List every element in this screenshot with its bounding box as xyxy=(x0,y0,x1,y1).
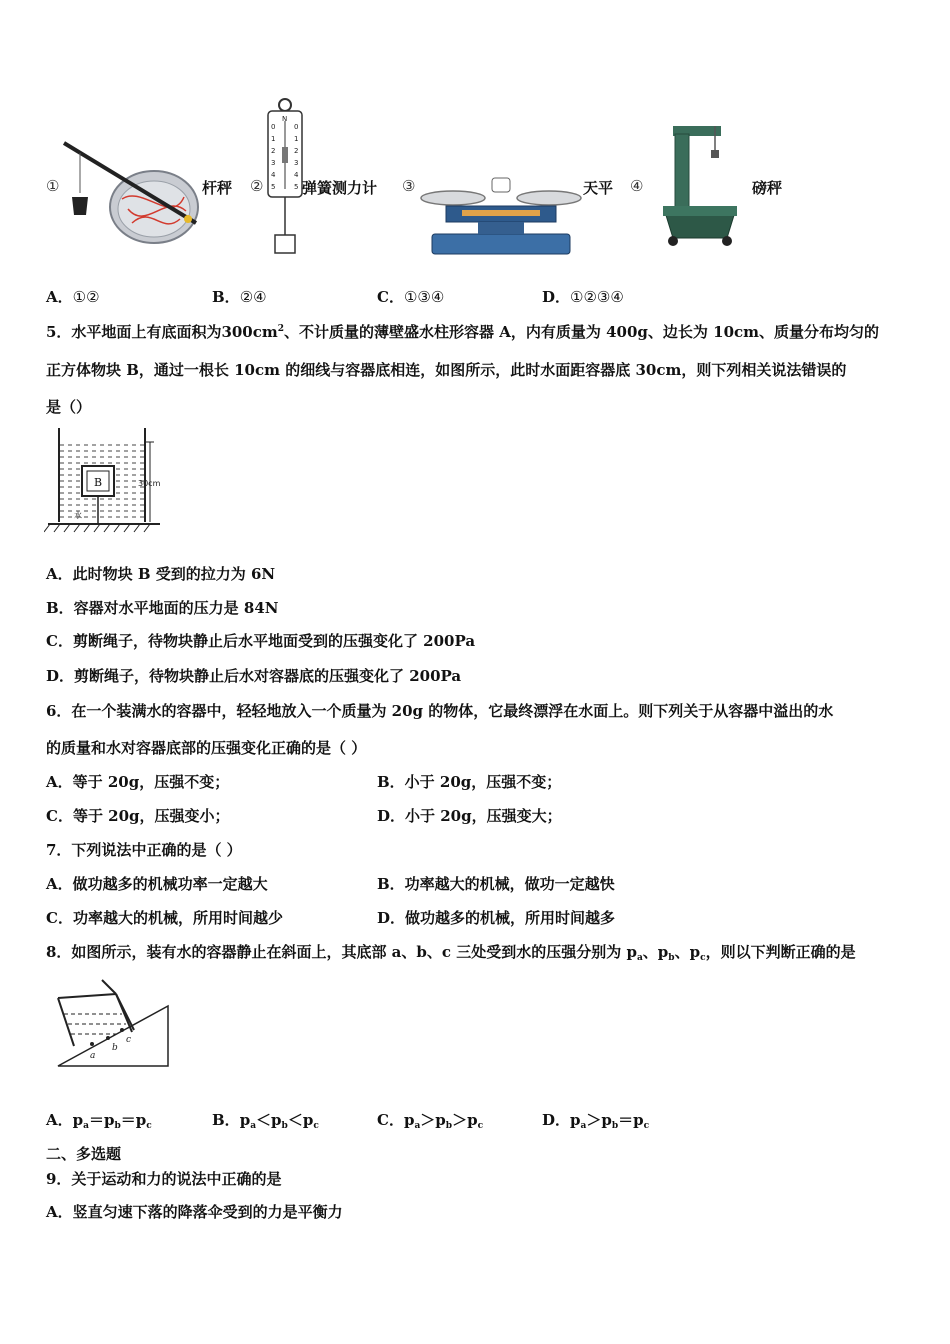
tick-right-1: 1 xyxy=(294,135,299,143)
tick-right-2: 2 xyxy=(294,147,299,155)
q4-option-b[interactable]: B．②④ xyxy=(212,288,267,306)
q9-stem: 9．关于运动和力的说法中正确的是 xyxy=(46,1170,282,1188)
figure-mark-1: ① xyxy=(46,177,60,195)
steelyard-image xyxy=(62,135,202,255)
spring-scale-unit: N xyxy=(282,115,288,123)
figure-label-spring-scale: 弹簧测力计 xyxy=(302,179,378,197)
q8-option-b[interactable]: B．$p_a<p_b<p_c$ xyxy=(212,1111,319,1131)
tick-right-5: 5 xyxy=(294,183,299,191)
tick-right-4: 4 xyxy=(294,171,299,179)
q4-option-d[interactable]: D．①②③④ xyxy=(542,288,624,306)
tick-left-5: 5 xyxy=(271,183,276,191)
q5-block-label: B xyxy=(94,476,103,489)
q4-option-a[interactable]: A．①② xyxy=(46,288,100,306)
q7-option-d[interactable]: D．做功越多的机械，所用时间越多 xyxy=(377,909,616,927)
tick-left-0: 0 xyxy=(271,123,276,131)
tick-left-4: 4 xyxy=(271,171,276,179)
q8-option-c[interactable]: C．$p_a>p_b>p_c$ xyxy=(377,1111,484,1131)
q4-option-c[interactable]: C．①③④ xyxy=(377,288,445,306)
figure-mark-2: ② xyxy=(250,177,264,195)
balance-image xyxy=(418,172,584,258)
figure-label-steelyard: 杆秤 xyxy=(202,179,233,197)
tick-left-3: 3 xyxy=(271,159,276,167)
q5-option-c[interactable]: C．剪断绳子，待物块静止后水平地面受到的压强变化了 200Pa xyxy=(46,632,476,650)
q5-container-figure xyxy=(44,424,176,536)
q8-option-d[interactable]: D．$p_a>p_b=p_c$ xyxy=(542,1111,650,1131)
q8-point-a-label: a xyxy=(90,1051,96,1061)
q8-option-a[interactable]: A．$p_a=p_b=p_c$ xyxy=(46,1111,152,1131)
figure-label-balance: 天平 xyxy=(583,179,614,197)
q8-point-b-label: b xyxy=(112,1043,118,1053)
q6-option-b[interactable]: B．小于 20g，压强不变； xyxy=(377,773,562,791)
q6-stem-line-2: 的质量和水对容器底部的压强变化正确的是（ ） xyxy=(46,739,367,757)
q7-option-a[interactable]: A．做功越多的机械功率一定越大 xyxy=(46,875,268,893)
q6-stem-line-1: 6．在一个装满水的容器中，轻轻地放入一个质量为 20g 的物体，它最终漂浮在水面上。则下列关于从容器中溢出的水 xyxy=(46,702,834,720)
tick-left-1: 1 xyxy=(271,135,276,143)
q7-option-c[interactable]: C．功率越大的机械，所用时间越少 xyxy=(46,909,283,927)
tick-right-3: 3 xyxy=(294,159,299,167)
q5-option-d[interactable]: D．剪断绳子，待物块静止后水对容器底的压强变化了 200Pa xyxy=(46,667,462,685)
platform-scale-image xyxy=(657,120,741,252)
q6-option-c[interactable]: C．等于 20g，压强变小； xyxy=(46,807,230,825)
tick-right-0: 0 xyxy=(294,123,299,131)
spring-scale-image xyxy=(263,97,307,257)
q8-incline-figure xyxy=(56,976,172,1070)
q7-stem: 7．下列说法中正确的是（ ） xyxy=(46,841,242,859)
tick-left-2: 2 xyxy=(271,147,276,155)
q5-stem-line-2: 正方体物块 B，通过一根长 10cm 的细线与容器底相连，如图所示，此时水面距容器底 30cm，则下列相关说法错误的 xyxy=(46,361,847,379)
q8-stem: 8．如图所示，装有水的容器静止在斜面上，其底部 a、b、c 三处受到水的压强分别为 $p_a$、$p_b$、$p_c$，则以下判断正确的是 xyxy=(46,943,856,963)
q5-height-label: 30cm xyxy=(138,479,161,488)
q5-stem-line-3: 是（） xyxy=(46,398,92,416)
figure-mark-4: ④ xyxy=(630,177,644,195)
q9-option-a[interactable]: A．竖直匀速下落的降落伞受到的力是平衡力 xyxy=(46,1203,343,1221)
q7-option-b[interactable]: B．功率越大的机械，做功一定越快 xyxy=(377,875,615,893)
q5-stem-line-1: 5．水平地面上有底面积为$300cm^2$、不计质量的薄壁盛水柱形容器 A，内有质量为 400g、边长为 10cm、质量分布均匀的 xyxy=(46,323,880,341)
figure-mark-3: ③ xyxy=(402,177,416,195)
q6-option-a[interactable]: A．等于 20g，压强不变； xyxy=(46,773,230,791)
section-title: 二、多选题 xyxy=(46,1145,122,1163)
figure-label-platform-scale: 磅秤 xyxy=(752,179,783,197)
q5-option-a[interactable]: A．此时物块 B 受到的拉力为 6N xyxy=(46,565,276,583)
q5-water-label: 水 xyxy=(74,511,82,520)
q5-option-b[interactable]: B．容器对水平地面的压力是 84N xyxy=(46,599,279,617)
q8-point-c-label: c xyxy=(126,1035,132,1045)
q6-option-d[interactable]: D．小于 20g，压强变大； xyxy=(377,807,562,825)
